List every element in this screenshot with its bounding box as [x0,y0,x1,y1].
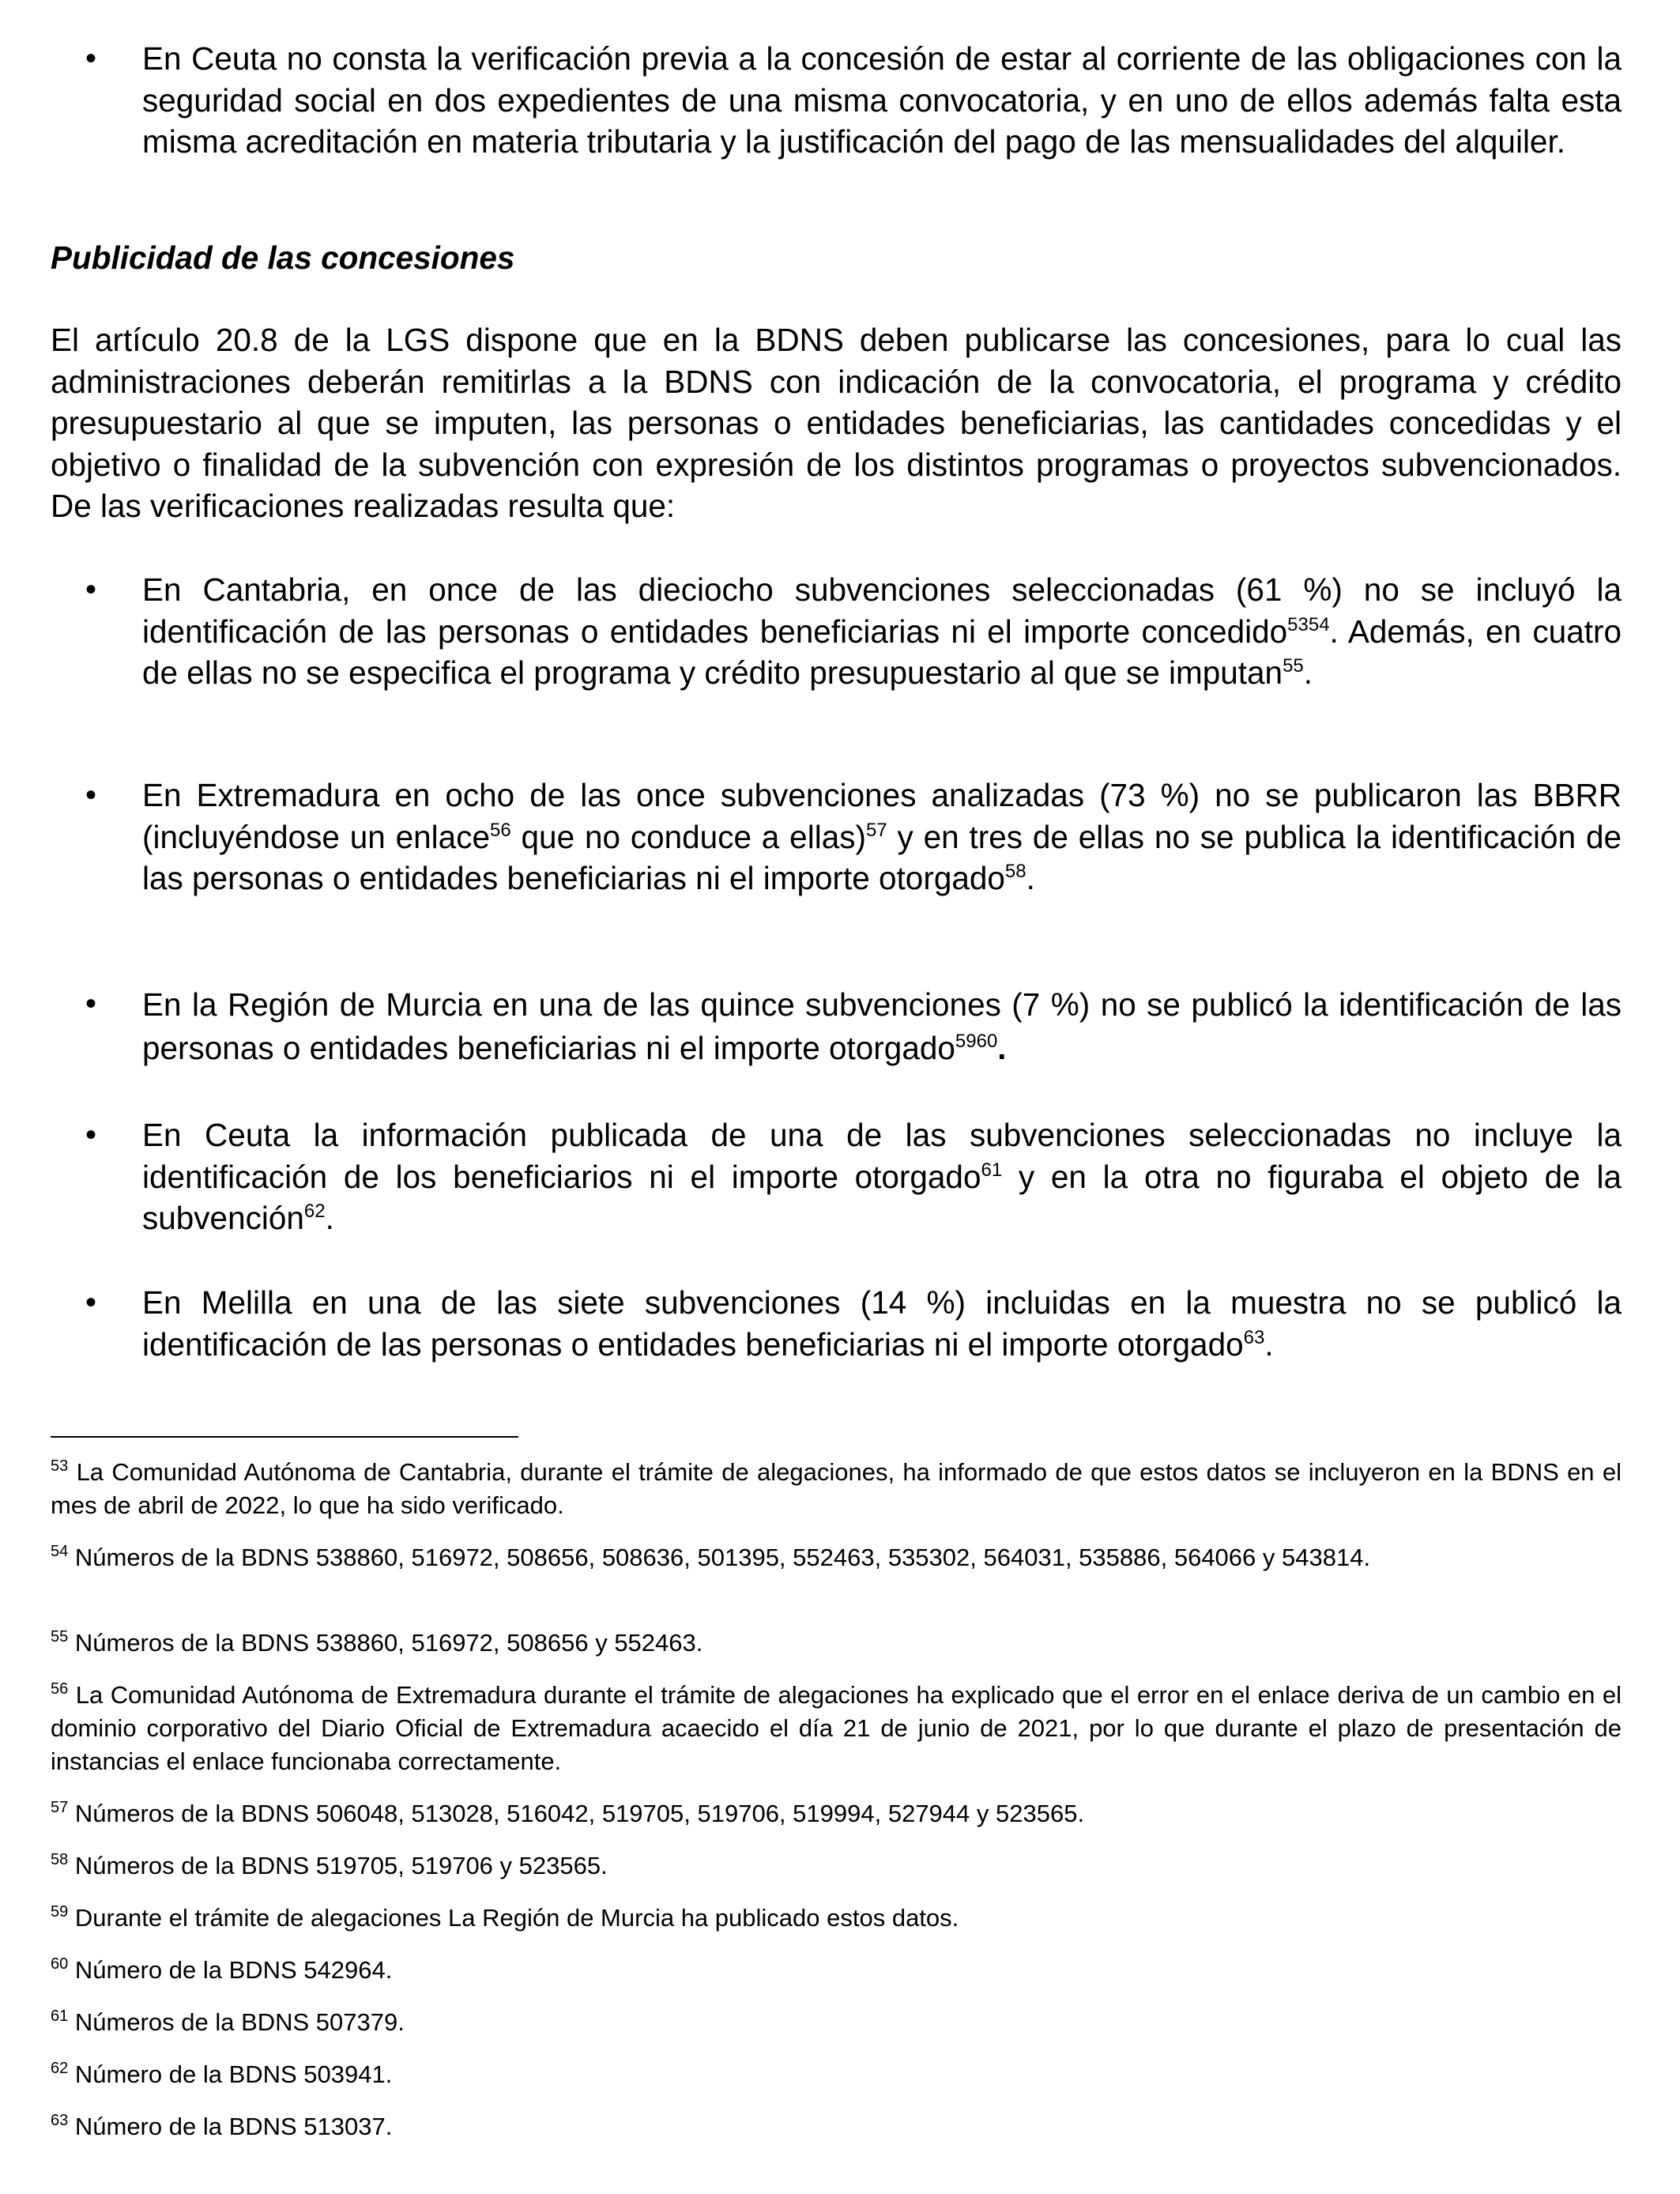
text-run: En Melilla en una de las siete subvenciones (14 %) incluidas en la muestra no se publicó la identificación de las personas o entidades beneficiarias ni el importe otorgado [142,1284,1622,1363]
section-heading: Publicidad de las concesiones [51,239,515,276]
bullet-marker: • [85,778,97,812]
text-run: . [325,1200,334,1236]
footnote-number: 57 [51,1799,69,1816]
bullet-text [142,1114,1622,1239]
text-run: y en tres de ellas no se publica la identificación de las personas o entidades beneficiarias ni el importe otorgado [142,818,1622,896]
text-run: . [997,1030,1007,1066]
bullet-marker: • [85,1118,97,1152]
bullet-marker: • [85,1285,97,1320]
footnote-55 [51,1627,1622,1660]
bullet-text [142,775,1622,899]
footnote-separator [51,1436,518,1438]
footnote-text: Durante el trámite de alegaciones La Región de Murcia ha publicado estos datos. [68,1904,959,1932]
footnote-ref: 5354 [1287,613,1330,635]
footnote-text: Números de la BDNS 538860, 516972, 508656 y 552463. [68,1629,703,1657]
footnote-57 [51,1797,1622,1830]
text-run: En Cantabria, en once de las dieciocho subvenciones seleccionadas (61 %) no se incluyó la identificación de las personas o entidades beneficiarias ni el importe concedido [142,571,1622,650]
footnote-61 [51,2006,1622,2039]
footnote-text: Números de la BDNS 506048, 513028, 516042, 519705, 519706, 519994, 527944 y 523565. [68,1800,1085,1827]
footnote-ref: 62 [303,1201,326,1222]
text-run: En Ceuta la información publicada de una de las subvenciones seleccionadas no incluye la identificación de los beneficiarios ni el importe otorgado [142,1117,1622,1195]
footnote-text: Números de la BDNS 538860, 516972, 508656, 508636, 501395, 552463, 535302, 564031, 535886, 564066 y 543814. [68,1544,1371,1571]
footnote-62 [51,2058,1622,2091]
footnote-number: 56 [51,1680,69,1698]
footnote-text: Números de la BDNS 519705, 519706 y 523565. [68,1852,608,1879]
footnote-number: 58 [51,1851,69,1868]
footnote-number: 54 [51,1543,69,1560]
bullet-text [142,983,1622,1070]
footnote-text: La Comunidad Autónoma de Extremadura durante el trámite de alegaciones ha explicado que el error en el enlace deriva de un cambio en el dominio corporativo del Diario Oficial de Extremadura acaecido el día 21 de junio de 2021, por lo que durante el plazo de presentación de instancias el enlace funcionaba correctamente. [51,1681,1622,1775]
bullet-text [142,1282,1622,1365]
footnote-ref: 58 [1004,861,1026,882]
footnote-58 [51,1849,1622,1883]
footnote-number: 61 [51,2007,69,2025]
footnote-number: 62 [51,2060,69,2077]
text-run: que no conduce a ellas) [510,818,866,855]
text-run: En la Región de Murcia en una de las quince subvenciones (7 %) no se publicó la identificación de las personas o entidades beneficiarias ni el importe otorgado [142,986,1622,1066]
footnote-text: Números de la BDNS 507379. [68,2008,405,2036]
text-run: y en la otra no figuraba el objeto de la subvención [142,1158,1622,1236]
footnote-text: Número de la BDNS 542964. [68,1956,393,1984]
text-run: En Extremadura en ocho de las once subvenciones analizadas (73 %) no se publicaron las BBRR (incluyéndose un enlace [142,777,1622,855]
footnote-ref: 57 [865,819,887,841]
footnote-ref: 55 [1283,655,1304,677]
bullet-marker: • [85,986,97,1021]
footnote-text: Número de la BDNS 513037. [68,2113,393,2140]
footnote-text: La Comunidad Autónoma de Cantabria, durante el trámite de alegaciones, ha informado de que estos datos se incluyeron en la BDNS en el mes de abril de 2022, lo que ha sido verificado. [51,1458,1622,1519]
bullet-marker: • [85,572,97,607]
footnote-number: 55 [51,1628,69,1646]
text-run: . [1264,1325,1274,1363]
footnote-56 [51,1679,1622,1778]
footnote-60 [51,1954,1622,1987]
bullet-text [142,569,1622,694]
text-run: . [1303,654,1313,691]
footnote-53 [51,1456,1622,1522]
bullet-marker: • [85,41,97,76]
footnote-54 [51,1541,1622,1574]
intro-paragraph: El artículo 20.8 de la LGS dispone que en la BDNS deben publicarse las concesiones, para lo cual las administraciones deberán remitirlas a la BDNS con indicación de la convocatoria, el programa y crédito presupuestario al que se imputen, las personas o entidades beneficiarias, las cantidades concedidas y el objetivo o finalidad de la subvención con expresión de los distintos programas o proyectos subvencionados. De las verificaciones realizadas resulta que: [51,322,1622,524]
footnote-number: 53 [51,1457,69,1475]
footnote-ref: 61 [981,1159,1003,1181]
footnote-number: 63 [51,2112,69,2129]
footnote-59 [51,1902,1622,1935]
footnote-ref: 63 [1243,1326,1265,1348]
footnote-number: 60 [51,1955,69,1973]
footnote-text: Número de la BDNS 503941. [68,2060,393,2088]
text-run: . Además, en cuatro de ellas no se especifica el programa y crédito presupuestario al que se imputan [142,613,1622,691]
bullet-text: En Ceuta no consta la verificación previa a la concesión de estar al corriente de las obligaciones con la seguridad social en dos expedientes de una misma convocatoria, y en uno de ellos además falta esta misma acreditación en materia tributaria y la justificación del pago de las mensualidades del alquiler. [142,40,1622,160]
footnote-ref: 56 [489,819,511,841]
text-run: . [1026,860,1035,896]
footnote-ref: 5960 [955,1031,998,1052]
footnote-number: 59 [51,1903,69,1921]
footnote-63 [51,2110,1622,2143]
